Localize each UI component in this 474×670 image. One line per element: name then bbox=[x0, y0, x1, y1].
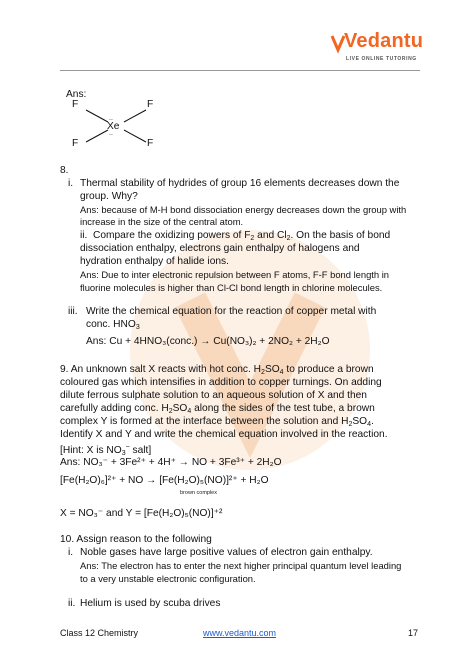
q8-i-answer-line2: increase in the size of the central atom. bbox=[80, 216, 244, 227]
q9-answer-equation1: Ans: NO₃⁻ + 3Fe²⁺ + 4H⁺ → NO + 3Fe³⁺ + 2H₂O bbox=[60, 457, 282, 468]
q8-i-label: i. bbox=[68, 178, 74, 189]
xef4-lone-pair-bottom: .. bbox=[109, 130, 113, 137]
q8-iii-label: iii. bbox=[68, 306, 78, 317]
q10-ii-question: Helium is used by scuba drives bbox=[80, 598, 221, 609]
q9-line1: 9. An unknown salt X reacts with hot conc. $H_2SO_4$ to produce a brown bbox=[60, 364, 374, 376]
xef4-f-top-left: F bbox=[72, 99, 79, 110]
q8-number: 8. bbox=[60, 165, 69, 176]
q9-line5: complex Y is formed at the interface between the solution and $H_2SO_4$. bbox=[60, 416, 374, 428]
q10-i-label: i. bbox=[68, 547, 74, 558]
xef4-f-bottom-right: F bbox=[147, 138, 154, 149]
logo-text: Vedantu bbox=[344, 30, 424, 52]
q8-ii-question-line2: dissociation enthalpy, electrons gain enthalpy of halogens and bbox=[80, 243, 360, 254]
xef4-lone-pair-top: .. bbox=[109, 115, 113, 122]
q10-ii-label: ii. bbox=[68, 598, 76, 609]
q8-iii-question-line1: Write the chemical equation for the reaction of copper metal with bbox=[86, 306, 377, 317]
xef4-f-top-right: F bbox=[147, 99, 154, 110]
q10-i-question: Noble gases have large positive values of electron gain enthalpy. bbox=[80, 547, 373, 558]
header-divider bbox=[60, 70, 420, 71]
q8-i-question-line1: Thermal stability of hydrides of group 16 elements decreases down the bbox=[80, 178, 400, 189]
xef4-center-atom: Xe bbox=[107, 121, 120, 132]
q8-i-answer-line1: Ans: because of M-H bond dissociation energy decreases down the group with bbox=[80, 204, 407, 215]
q8-ii-label: ii. bbox=[80, 230, 88, 241]
q9-answer-equation2: [Fe(H₂O)₆]²⁺ + NO → [Fe(H₂O)₅(NO)]²⁺ + H₂O bbox=[60, 475, 269, 486]
vedantu-logo bbox=[326, 30, 430, 72]
q8-iii-answer-equation: Ans: Cu + 4HNO₃(conc.) → Cu(NO₃)₂ + 2NO₂ + 2H₂O bbox=[86, 336, 330, 347]
q9-hint: [Hint: X is $NO_3^-$ salt] bbox=[60, 444, 152, 457]
q8-iii-question-line2: conc. $HNO_3$ bbox=[86, 319, 140, 331]
q8-ii-question-line1: Compare the oxidizing powers of $F_2$ and $Cl_2$. On the basis of bond bbox=[93, 230, 391, 242]
q9-line4: carefully adding conc. $H_2SO_4$ along the sides of the test tube, a brown bbox=[60, 403, 375, 415]
q9-line3: dilute ferrous sulphate solution to an aqueous solution of X and then bbox=[60, 390, 367, 401]
footer-website-link[interactable]: www.vedantu.com bbox=[203, 628, 277, 638]
q9-line6: Identify X and Y and write the chemical equation involved in the reaction. bbox=[60, 429, 388, 440]
xef4-ans-label: Ans: bbox=[66, 89, 87, 100]
q9-brown-complex-label: brown complex bbox=[180, 490, 217, 496]
logo-tagline: LIVE ONLINE TUTORING bbox=[346, 56, 417, 62]
q8-ii-question-line3: hydration enthalpy of halide ions. bbox=[80, 256, 229, 267]
xef4-f-bottom-left: F bbox=[72, 138, 79, 149]
footer-subject: Class 12 Chemistry bbox=[60, 628, 139, 638]
q8-ii-answer-line2: fluorine molecules is higher than Cl-Cl bond length in chlorine molecules. bbox=[80, 282, 383, 293]
q10-heading: 10. Assign reason to the following bbox=[60, 534, 212, 545]
q10-i-answer-line2: to a very unstable electronic configuration. bbox=[80, 573, 256, 584]
q10-i-answer-line1: Ans: The electron has to enter the next higher principal quantum level leading bbox=[80, 560, 402, 571]
q9-line2: coloured gas which intensifies in addition to copper turnings. On adding bbox=[60, 377, 382, 388]
q8-i-question-line2: group. Why? bbox=[80, 191, 138, 202]
footer-page-number: 17 bbox=[408, 628, 419, 638]
q8-ii-answer-line1: Ans: Due to inter electronic repulsion between F atoms, F-F bond length in bbox=[80, 269, 390, 280]
q9-result: X = NO₃⁻ and Y = [Fe(H₂O)₅(NO)]⁺² bbox=[60, 508, 223, 519]
